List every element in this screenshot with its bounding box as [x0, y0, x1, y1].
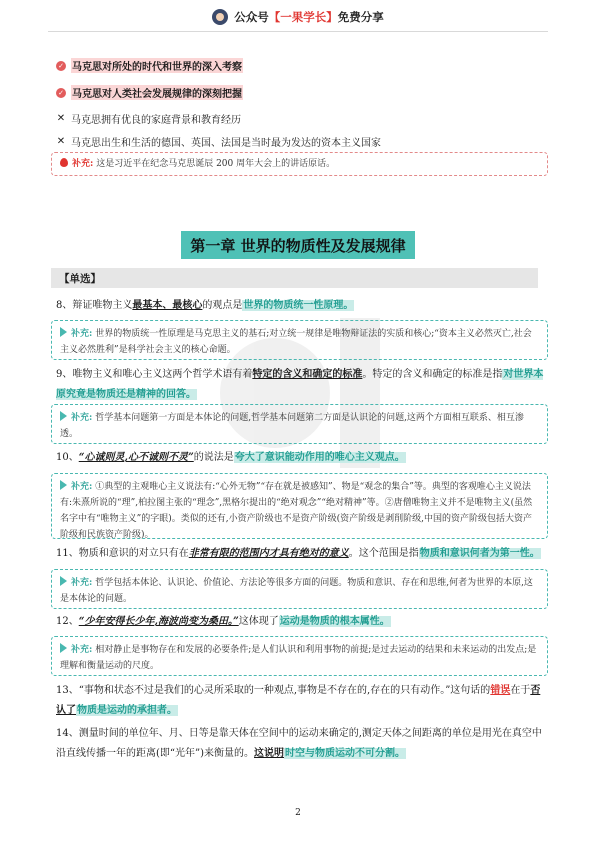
arrow-icon: [60, 411, 67, 421]
question-13: 13、“事物和状态不过是我们的心灵所采取的一种观点,事物是不存在的,存在的只有动作。”这句话的错误在于否认了物质是运动的承担者。: [56, 685, 541, 716]
arrow-icon: [60, 643, 67, 653]
header-text: 公众号【一果学长】免费分享: [234, 10, 384, 24]
cross-icon: ✕: [56, 113, 66, 124]
question-8: 8、辩证唯物主义最基本、最核心的观点是世界的物质统一性原理。: [56, 300, 354, 311]
answer-highlight: 物质是运动的承担者。: [77, 705, 177, 716]
supplement-note: 补充: 哲学基本问题第一方面是本体论的问题,哲学基本问题第二方面是认识论的问题,这两个方面相互联系、相互渗透。: [51, 404, 548, 444]
note-tag: 补充:: [72, 159, 94, 169]
supplement-note: [51, 152, 548, 176]
option-text: 马克思对所处的时代和世界的深入考察: [71, 58, 243, 73]
question-12: 12、“少年安得长少年,海波尚变为桑田。”这体现了运动是物质的根本属性。: [56, 616, 390, 627]
arrow-icon: [60, 327, 67, 337]
note-text: 这是习近平在纪念马克思诞辰 200 周年大会上的讲话原话。: [96, 159, 336, 169]
section-heading: 【单选】: [51, 268, 538, 288]
check-icon: ✓: [56, 61, 66, 71]
option-text: 马克思出生和生活的德国、英国、法国是当时最为发达的资本主义国家: [71, 138, 381, 149]
header-divider: [48, 31, 548, 32]
cross-icon: ✕: [56, 136, 66, 147]
check-icon: ✓: [56, 88, 66, 98]
question-11: 11、物质和意识的对立只有在非常有限的范围内才具有绝对的意义。这个范围是指物质和意识何者为第一性。: [56, 548, 540, 559]
supplement-note: 补充: ①典型的主观唯心主义说法有:“心外无物”“存在就是被感知”、物是“观念的集合”等。典型的客观唯心主义说法有:朱熹所说的“理”,柏拉图主张的“理念”,黑格尔提出的“绝对观念”“绝对精神”等。②唐僧唯物主义并不是唯物主义(虽然名字中有“唯物主义”的字眼)。类似的还有,小资产阶级也不是资产阶级(资产阶级是剥削阶级,中国的资产阶级包括大资产阶级和民族资产阶级)。: [51, 473, 548, 539]
answer-highlight: 夸大了意识能动作用的唯心主义观点。: [234, 452, 405, 463]
header-highlight: 【一果学长】: [268, 10, 338, 24]
answer-highlight: 运动是物质的根本属性。: [279, 616, 390, 627]
question-10: 10、“心诚则灵,心不诚则不灵”的说法是夸大了意识能动作用的唯心主义观点。: [56, 452, 405, 463]
answer-highlight: 时空与物质运动不可分割。: [285, 748, 406, 759]
option-item: [56, 85, 243, 100]
question-9: 9、唯物主义和唯心主义这两个哲学术语有着特定的含义和确定的标准。特定的含义和确定的标准是指对世界本原究竟是物质还是精神的回答。: [56, 369, 544, 400]
supplement-note: 补充: 哲学包括本体论、认识论、价值论、方法论等很多方面的问题。物质和意识、存在和思维,何者为世界的本原,这是本体论的问题。: [51, 569, 548, 609]
supplement-note: 补充: 相对静止是事物存在和发展的必要条件;是人们认识和利用事物的前提;是过去运动的结果和未来运动的出发点;是理解和衡量运动的尺度。: [51, 636, 548, 676]
answer-highlight: 物质和意识何者为第一性。: [419, 548, 540, 559]
supplement-note: 补充: 世界的物质统一性原理是马克思主义的基石;对立统一规律是唯物辩证法的实质和核心;“资本主义必然灭亡,社会主义必然胜利”是科学社会主义的核心命题。: [51, 320, 548, 360]
chapter-title: 第一章 世界的物质性及发展规律: [181, 231, 415, 259]
page-number: 2: [295, 808, 301, 818]
option-item: [56, 111, 241, 126]
option-item: [56, 58, 243, 73]
option-text: 马克思对人类社会发展规律的深刻把握: [71, 85, 243, 100]
question-14: 14、测量时间的单位年、月、日等是靠天体在空间中的运动来确定的,测定天体之间距离的单位是用光在真空中沿直线传播一年的距离(即“光年”)来衡量的。这说明时空与物质运动不可分割。: [56, 728, 542, 759]
page-header: [0, 6, 596, 28]
arrow-icon: [60, 480, 67, 490]
option-text: 马克思拥有优良的家庭背景和教育经历: [71, 115, 241, 126]
option-item: [56, 134, 381, 149]
answer-highlight: 对世界本原究竟是物质还是精神的回答。: [56, 369, 544, 400]
arrow-icon: [60, 576, 67, 586]
avatar: [212, 9, 228, 25]
answer-highlight: 世界的物质统一性原理。: [243, 300, 354, 311]
drop-icon: [60, 158, 68, 167]
